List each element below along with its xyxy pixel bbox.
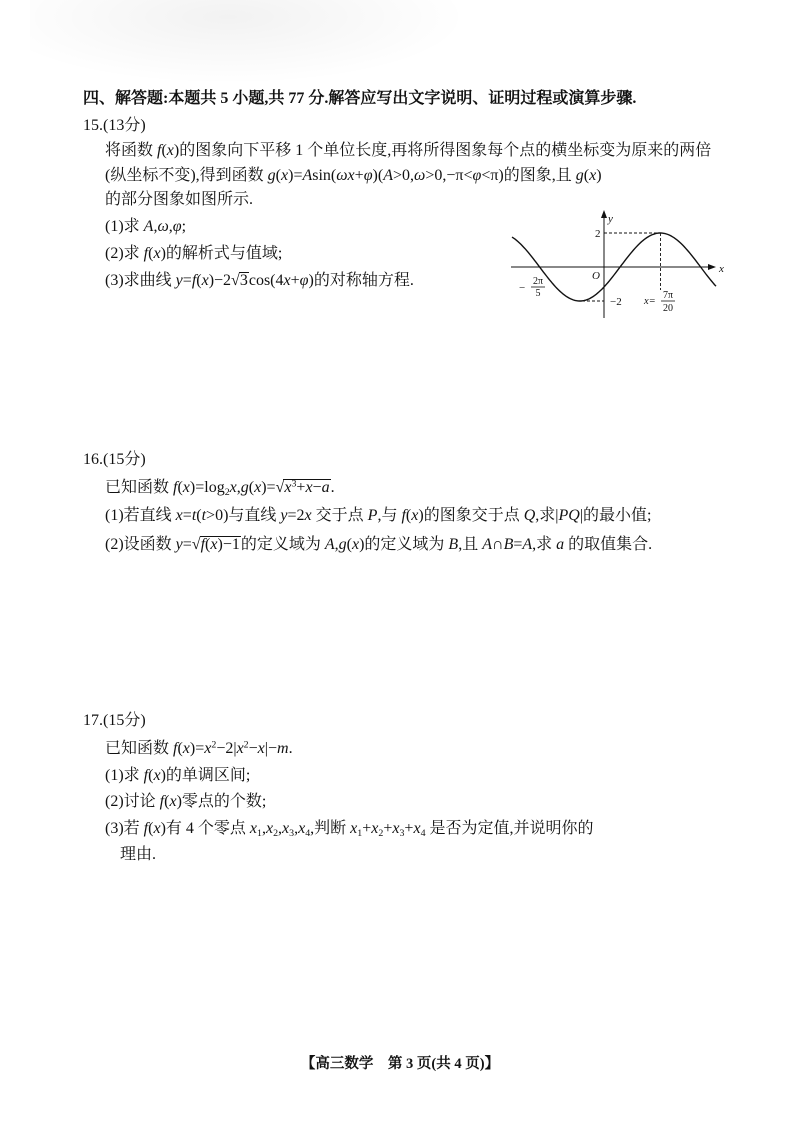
y-min-label: −2 xyxy=(610,296,622,308)
text-run: =√ xyxy=(182,536,201,553)
subscript: 3 xyxy=(399,827,405,839)
math-variable: x xyxy=(257,740,265,757)
question-score: (13分) xyxy=(103,117,146,134)
question-16-part-1 xyxy=(105,506,651,526)
text-run: + xyxy=(290,272,300,289)
left-zero-sign: − xyxy=(519,282,526,294)
text-run: . xyxy=(288,740,293,757)
radicand xyxy=(283,479,330,495)
scan-shading xyxy=(30,0,470,85)
math-variable: t xyxy=(191,507,197,524)
subscript: 2 xyxy=(273,827,279,839)
subscript: 2 xyxy=(378,827,384,839)
math-variable: x xyxy=(589,167,597,184)
text-run: ( xyxy=(405,507,412,524)
math-variable: f xyxy=(143,767,149,784)
question-16-stem xyxy=(105,478,335,498)
math-variable: A xyxy=(143,218,154,235)
text-run: (3)求曲线 xyxy=(105,272,176,289)
subscript: 2 xyxy=(224,486,230,498)
text-run: (2)求 xyxy=(105,245,144,262)
text-run: ( xyxy=(164,793,170,810)
math-variable: x xyxy=(282,820,290,837)
math-variable: x xyxy=(351,536,360,553)
text-run: ( xyxy=(177,740,183,757)
text-run: , xyxy=(294,820,299,837)
text-run: )零点的个数; xyxy=(176,793,267,810)
math-variable: t xyxy=(201,507,207,524)
text-run: (3)若 xyxy=(105,820,144,837)
math-variable: x xyxy=(166,142,174,159)
text-run: )的解析式与值域; xyxy=(160,245,283,262)
text-run: =2 xyxy=(287,507,305,524)
text-run: ∩ xyxy=(492,536,504,553)
peak-x-prefix: x= xyxy=(644,296,656,307)
section-header: 四、解答题:本题共 5 小题,共 77 分.解答应写出文字说明、证明过程或演算步骤. xyxy=(83,90,637,107)
text-run: , xyxy=(334,536,339,553)
text-run: )−1 xyxy=(217,536,240,553)
question-15-stem-line-2 xyxy=(105,166,602,186)
question-16-part-2 xyxy=(105,535,652,555)
math-variable: B xyxy=(503,536,514,553)
text-run: 交于点 xyxy=(311,507,368,524)
math-variable: x xyxy=(182,740,190,757)
text-run: + xyxy=(383,820,393,837)
text-run: sin( xyxy=(312,167,337,184)
math-variable: x xyxy=(265,820,274,837)
text-run: ( xyxy=(161,142,167,159)
math-variable: x xyxy=(281,167,289,184)
text-run: , xyxy=(153,218,158,235)
text-run: ; xyxy=(181,218,187,235)
text-run: ,求 xyxy=(532,536,557,553)
x-axis-arrow xyxy=(708,264,716,270)
text-run: 的部分图象如图所示. xyxy=(105,191,254,208)
math-variable: x xyxy=(350,820,358,837)
math-variable: f xyxy=(401,507,406,524)
peak-x-numerator: 7π xyxy=(662,290,674,301)
math-variable: x xyxy=(413,820,421,837)
text-run: + xyxy=(296,479,306,496)
text-run: )−2√ xyxy=(208,272,240,289)
math-variable: f xyxy=(157,142,162,159)
superscript: 2 xyxy=(243,739,249,751)
text-run: = xyxy=(182,272,192,289)
superscript: 3 xyxy=(291,478,297,490)
math-variable: φ xyxy=(472,167,482,184)
math-variable: PQ xyxy=(558,507,580,524)
text-run: <π)的图象,且 xyxy=(481,167,576,184)
question-17-part-2 xyxy=(105,792,266,812)
left-zero-numerator: 2π xyxy=(532,276,544,287)
math-variable: x xyxy=(182,479,190,496)
math-variable: φ xyxy=(363,167,373,184)
question-15-title xyxy=(83,116,146,136)
text-run: + xyxy=(404,820,414,837)
math-variable: f xyxy=(191,272,197,289)
question-score: (15分) xyxy=(103,451,146,468)
math-variable: Q xyxy=(523,507,536,524)
math-variable: a xyxy=(556,536,565,553)
text-run: )=√ xyxy=(261,479,285,496)
text-run: ( xyxy=(148,767,154,784)
question-number: 17. xyxy=(83,712,103,729)
text-run: 的取值集合. xyxy=(564,536,653,553)
text-run: , xyxy=(168,218,173,235)
text-run: (1)求 xyxy=(105,767,144,784)
math-variable: x xyxy=(153,820,161,837)
text-run: )= xyxy=(189,740,205,757)
math-variable: a xyxy=(321,479,330,496)
math-variable: y xyxy=(175,272,183,289)
subscript: 4 xyxy=(420,827,426,839)
math-variable: A xyxy=(324,536,335,553)
origin-label: O xyxy=(592,270,600,282)
text-run: + xyxy=(362,820,372,837)
text-run: − xyxy=(312,479,322,496)
question-score: (15分) xyxy=(103,712,146,729)
left-zero-label xyxy=(519,276,545,299)
math-variable: x xyxy=(392,820,400,837)
math-variable: P xyxy=(367,507,378,524)
math-variable: x xyxy=(284,479,292,496)
math-variable: x xyxy=(283,272,291,289)
y-axis-label: y xyxy=(608,213,613,225)
math-variable: ωx xyxy=(336,167,355,184)
text-run: )的对称轴方程. xyxy=(308,272,414,289)
math-variable: y xyxy=(175,536,183,553)
text-run: (1)求 xyxy=(105,218,144,235)
question-16-title xyxy=(83,450,146,470)
text-run: ,且 xyxy=(458,536,483,553)
math-variable: φ xyxy=(299,272,309,289)
math-variable: g xyxy=(240,479,249,496)
text-run: (1)若直线 xyxy=(105,507,176,524)
text-run: (2)设函数 xyxy=(105,536,176,553)
math-variable: x xyxy=(236,740,244,757)
sine-graph xyxy=(500,205,735,325)
question-number: 16. xyxy=(83,451,103,468)
math-variable: g xyxy=(338,536,347,553)
math-variable: x xyxy=(298,820,306,837)
math-variable: x xyxy=(169,793,177,810)
math-variable: f xyxy=(173,740,178,757)
text-run: ( xyxy=(346,536,352,553)
math-variable: x xyxy=(411,507,419,524)
text-run: >0)与直线 xyxy=(206,507,281,524)
text-run: ( xyxy=(196,272,202,289)
math-variable: f xyxy=(200,536,206,553)
math-variable: A xyxy=(383,167,393,184)
question-15-stem-line-3 xyxy=(105,190,253,210)
radicand xyxy=(200,536,241,552)
question-number: 15. xyxy=(83,117,103,134)
text-run: . xyxy=(330,479,335,496)
text-run: ,与 xyxy=(377,507,402,524)
text-run: )( xyxy=(372,167,384,184)
math-variable: x xyxy=(153,245,161,262)
math-variable: ω xyxy=(414,167,426,184)
math-variable: x xyxy=(175,507,183,524)
text-run: )=log xyxy=(189,479,225,496)
math-variable: A xyxy=(482,536,492,553)
question-17-part-1 xyxy=(105,766,250,786)
peak-x-denominator: 20 xyxy=(663,303,673,314)
text-run: )的图象交于点 xyxy=(418,507,524,524)
text-run: 3 xyxy=(239,272,248,289)
text-run: (纵坐标不变),得到函数 xyxy=(105,167,268,184)
math-variable: x xyxy=(249,820,258,837)
text-run: = xyxy=(513,536,523,553)
text-run: ,求| xyxy=(535,507,559,524)
text-run: cos(4 xyxy=(248,272,284,289)
page-footer: 【高三数学 第 3 页(共 4 页)】 xyxy=(300,1056,500,1072)
question-15-part-2 xyxy=(105,244,282,264)
text-run: −2| xyxy=(216,740,237,757)
text-run: ( xyxy=(177,479,183,496)
text-run: )= xyxy=(288,167,303,184)
text-run: 理由. xyxy=(120,846,157,863)
question-17-title xyxy=(83,711,146,731)
question-15-part-3 xyxy=(105,271,414,291)
text-run: ( xyxy=(248,479,255,496)
text-run: ,判断 xyxy=(310,820,351,837)
math-variable: g xyxy=(267,167,276,184)
peak-x-label xyxy=(643,290,675,314)
y-axis-arrow xyxy=(601,210,607,218)
text-run: 是否为定值,并说明你的 xyxy=(425,820,594,837)
math-variable: y xyxy=(280,507,288,524)
text-run: )的图象向下平移 1 个单位长度,再将所得图象每个点的横坐标变为原来的两倍 xyxy=(173,142,712,159)
text-run: , xyxy=(236,479,241,496)
text-run: )有 4 个零点 xyxy=(160,820,250,837)
math-variable: x xyxy=(210,536,218,553)
radicand xyxy=(239,272,249,288)
text-run: 将函数 xyxy=(105,142,158,159)
text-run: >0, xyxy=(392,167,415,184)
question-17-part-3-line-2 xyxy=(120,845,156,865)
math-variable: x xyxy=(254,479,262,496)
text-run: ( xyxy=(205,536,211,553)
text-run: = xyxy=(182,507,192,524)
text-run: 的定义域为 xyxy=(240,536,325,553)
math-variable: f xyxy=(159,793,165,810)
question-15-part-1 xyxy=(105,217,186,237)
question-17-part-3-line-1 xyxy=(105,819,594,839)
text-run: + xyxy=(354,167,364,184)
subscript: 1 xyxy=(357,827,363,839)
text-run: − xyxy=(248,740,258,757)
subscript: 4 xyxy=(305,827,311,839)
y-max-label: 2 xyxy=(595,228,601,240)
text-run: 已知函数 xyxy=(105,479,174,496)
math-variable: x xyxy=(305,479,313,496)
math-variable: x xyxy=(229,479,237,496)
subscript: 1 xyxy=(257,827,262,839)
text-run: |的最小值; xyxy=(579,507,652,524)
text-run: )的单调区间; xyxy=(160,767,251,784)
text-run: 已知函数 xyxy=(105,740,174,757)
question-17-stem xyxy=(105,739,293,759)
x-axis-label: x xyxy=(719,263,724,275)
subscript: 3 xyxy=(289,827,295,839)
left-zero-denominator: 5 xyxy=(535,288,541,299)
text-run: ( xyxy=(583,167,590,184)
math-variable: φ xyxy=(172,218,182,235)
math-variable: A xyxy=(302,167,313,184)
math-variable: B xyxy=(448,536,459,553)
text-run: (2)讨论 xyxy=(105,793,160,810)
text-run: )的定义域为 xyxy=(359,536,449,553)
math-variable: f xyxy=(143,245,149,262)
math-variable: g xyxy=(575,167,584,184)
math-variable: x xyxy=(153,767,161,784)
text-run: ( xyxy=(275,167,281,184)
text-run: ( xyxy=(148,245,154,262)
text-run: ( xyxy=(196,507,202,524)
text-run: , xyxy=(261,820,266,837)
question-15-stem-line-1 xyxy=(105,141,711,161)
math-variable: x xyxy=(201,272,209,289)
math-variable: f xyxy=(173,479,178,496)
text-run: ) xyxy=(596,167,602,184)
math-variable: ω xyxy=(157,218,169,235)
math-variable: f xyxy=(143,820,149,837)
text-run: >0,−π< xyxy=(425,167,473,184)
math-variable: A xyxy=(522,536,533,553)
text-run: , xyxy=(278,820,283,837)
math-variable: x xyxy=(304,507,312,524)
math-variable: x xyxy=(371,820,379,837)
math-variable: x xyxy=(204,740,212,757)
math-variable: m xyxy=(277,740,289,757)
text-run: ( xyxy=(148,820,154,837)
superscript: 2 xyxy=(211,739,217,751)
text-run: |− xyxy=(264,740,277,757)
